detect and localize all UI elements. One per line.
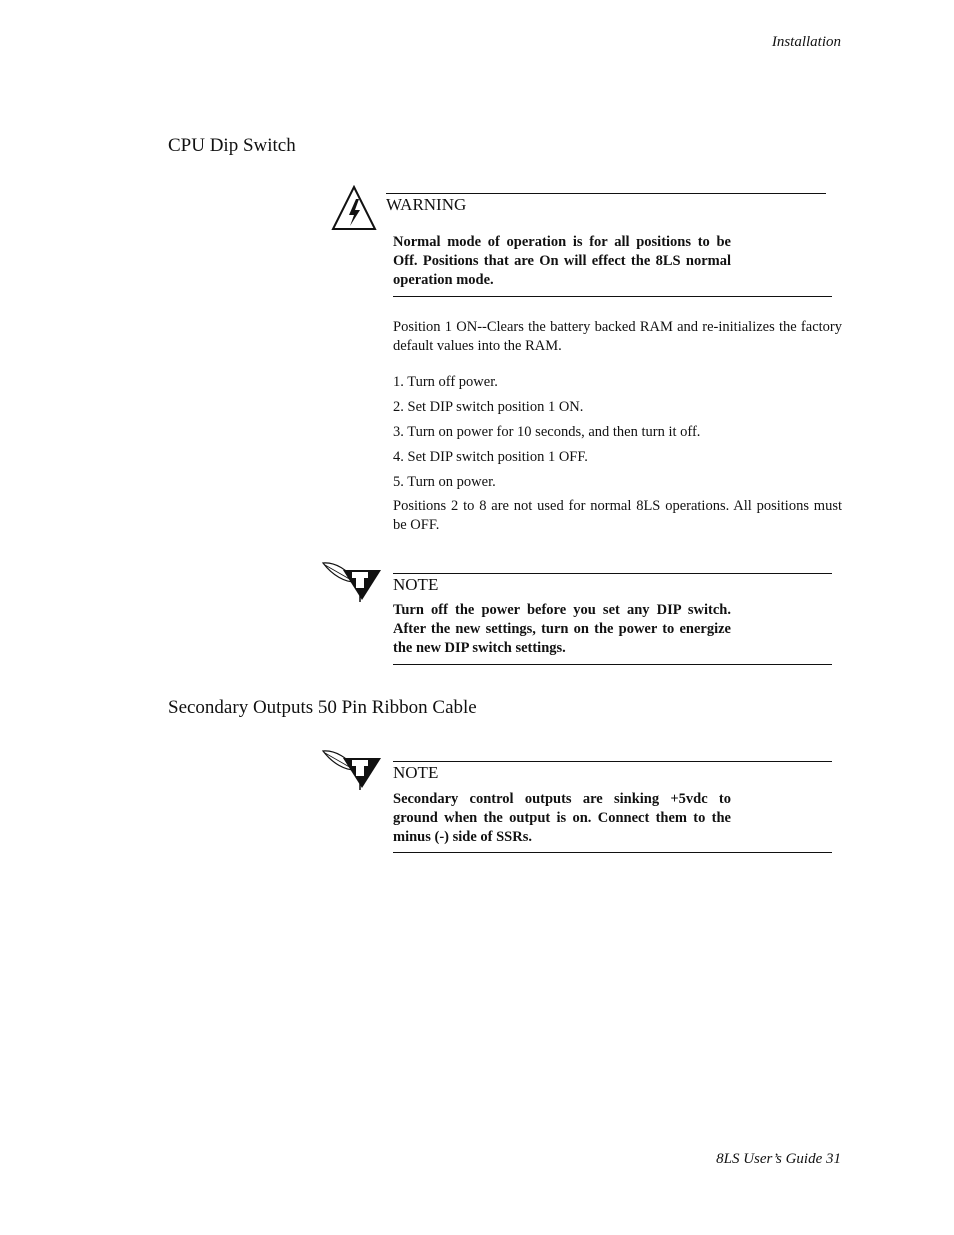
running-header: Installation xyxy=(771,34,841,50)
positions-2-8-description: Positions 2 to 8 are not used for normal 8LS operations. All positions must be OFF. xyxy=(393,498,842,533)
section-heading-secondary-outputs: Secondary Outputs 50 Pin Ribbon Cable xyxy=(168,697,477,718)
lightning-warning-icon xyxy=(331,185,377,231)
warning-body: Normal mode of operation is for all positions to be Off. Positions that are On will effect the 8LS normal operation mode. xyxy=(393,234,731,288)
step-item: 1. Turn off power. xyxy=(393,374,498,390)
dip-position-1-description: Position 1 ON--Clears the battery backed RAM and re-initializes the factory default values into the RAM. xyxy=(393,319,842,354)
warning-title: WARNING xyxy=(386,195,467,214)
step-item: 3. Turn on power for 10 seconds, and then turn it off. xyxy=(393,424,701,440)
section-heading-cpu-dip-switch: CPU Dip Switch xyxy=(168,135,296,156)
note-title: NOTE xyxy=(393,575,439,594)
quill-note-icon xyxy=(321,748,383,792)
step-item: 4. Set DIP switch position 1 OFF. xyxy=(393,449,588,465)
note-title: NOTE xyxy=(393,763,439,782)
step-item: 5. Turn on power. xyxy=(393,474,496,490)
reset-steps-list xyxy=(393,373,842,498)
quill-note-icon xyxy=(321,560,383,604)
note-body: Secondary control outputs are sinking +5vdc to ground when the output is on. Connect them to the minus (-) side of SSRs. xyxy=(393,791,731,845)
running-footer: 8LS User’s Guide 31 xyxy=(716,1151,841,1167)
note-body: Turn off the power before you set any DIP switch. After the new settings, turn on the power to energize the new DIP switch settings. xyxy=(393,602,731,656)
step-item: 2. Set DIP switch position 1 ON. xyxy=(393,399,584,415)
